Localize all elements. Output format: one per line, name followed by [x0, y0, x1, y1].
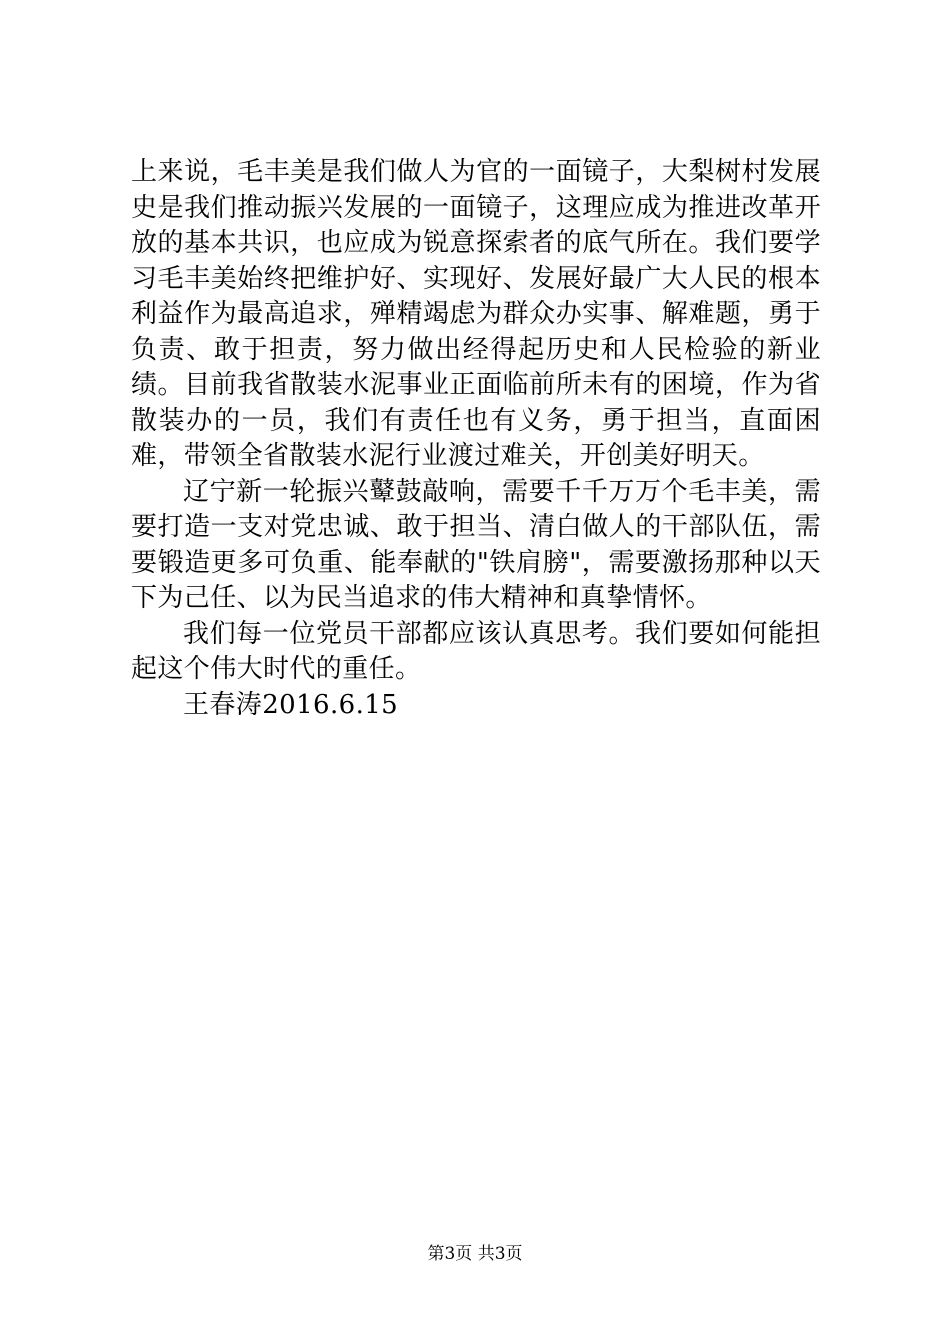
- paragraph-continuation: 上来说，毛丰美是我们做人为官的一面镜子，大梨树村发展史是我们推动振兴发展的一面镜子，这理应成为推进改革开放的基本共识，也应成为锐意探索者的底气所在。我们要学习毛丰美始终把维护好、实现好、发展好最广大人民的根本利益作为最高追求，殚精竭虑为群众办实事、解难题，勇于负责、敢于担责，努力做出经得起历史和人民检验的新业绩。目前我省散装水泥事业正面临前所未有的困境，作为省散装办的一员，我们有责任也有义务，勇于担当，直面困难，带领全省散装水泥行业渡过难关，开创美好明天。: [131, 157, 821, 471]
- document-body: [131, 155, 821, 723]
- signature-line: 王春涛2016.6.15: [183, 689, 399, 720]
- page-footer: [0, 1243, 950, 1265]
- paragraph-revitalization: 辽宁新一轮振兴鼙鼓敲响，需要千千万万个毛丰美，需要打造一支对党忠诚、敢于担当、清白做人的干部队伍，需要锻造更多可负重、能奉献的"铁肩膀"，需要激扬那种以天下为己任、以为民当追求的伟大精神和真挚情怀。: [131, 476, 821, 613]
- page-number: 第3页 共3页: [427, 1244, 523, 1264]
- paragraph-reflection: 我们每一位党员干部都应该认真思考。我们要如何能担起这个伟大时代的重任。: [131, 618, 821, 684]
